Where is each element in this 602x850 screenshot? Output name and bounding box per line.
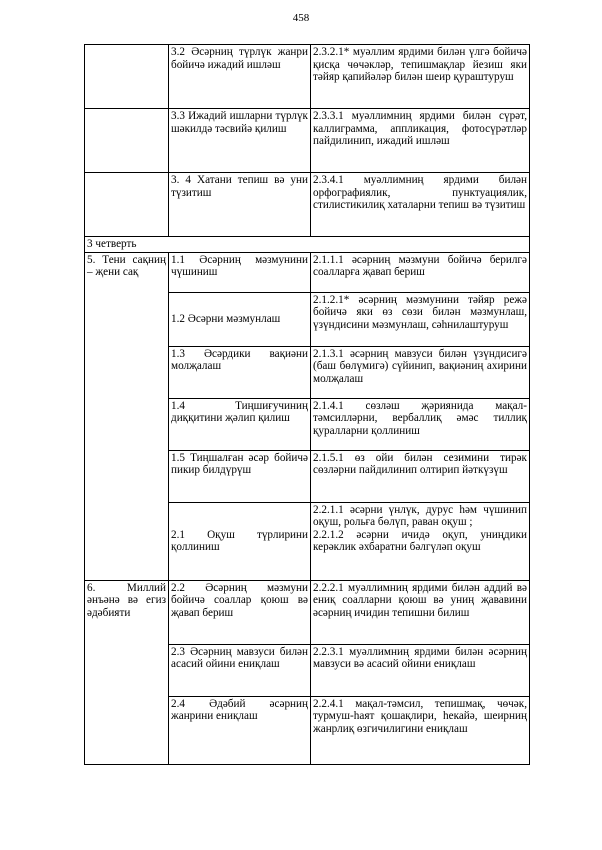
outcome-line: 2.2.1.2 әсәрни ичидә оқуп, униңдики керәклик әхбаратни бәлгүләп оқуш <box>313 528 527 554</box>
table-row <box>85 580 530 644</box>
empty-section-cell <box>85 45 169 109</box>
outcome-cell: 2.3.4.1 муәллимниң ярдими билән орфографиялик, пунктуациялик, стилистикилиқ хаталарни тепиш вә түзитиш <box>311 173 530 237</box>
outcome-cell: 2.1.4.1 сөзләш җәриянида мақал-тәмсилләрни, вербаллиқ әмәс тиллиқ қуралларни қоллиниш <box>311 398 530 450</box>
outcome-cell <box>311 502 530 580</box>
outcome-cell: 2.1.5.1 өз ойи билән сезимини тирәк сөзләрни пайдилинип олтирип йәткүзүш <box>311 450 530 502</box>
outcome-cell: 2.3.2.1* муәллим ярдими билән үлгә бойичә қисқа чөчәкләр, тепишмақлар йезиш яки тәйяр қапийәләр билән шеир қураштуруш <box>311 45 530 109</box>
topic-cell: 1.3 Әсәрдики вақиәни молҗалаш <box>169 346 311 398</box>
outcome-cell: 2.2.4.1 мақал-тәмсил, тепишмақ, чөчәк, турмуш-һаят қошақлири, һекайә, шеирниң жанрлиқ өзгичилигини ениқлаш <box>311 696 530 764</box>
empty-section-cell <box>85 173 169 237</box>
outcome-cell: 2.2.2.1 муәллимниң ярдими билән аддий вә ениқ соалларни қоюш вә униң җававини әсәрниң ичидин тепишни билиш <box>311 580 530 644</box>
topic-cell: 1.5 Тиңшалған әсәр бойичә пикир билдүрүш <box>169 450 311 502</box>
outcome-line: 2.2.1.1 әсәрни үнлүк, дурус һәм чүшинип оқуш, рольға бөлүп, раван оқуш ; <box>313 503 527 529</box>
table-row <box>85 109 530 173</box>
topic-cell: 3.3 Ижадий ишларни түрлүк шәкилдә тәсвийә қилиш <box>169 109 311 173</box>
curriculum-table <box>84 44 530 765</box>
topic-cell: 2.3 Әсәрниң мавзуси билән асасий ойини ениқлаш <box>169 644 311 696</box>
page-number: 458 <box>292 12 310 24</box>
table-row <box>85 252 530 292</box>
outcome-cell: 2.1.3.1 әсәрниң мавзуси билән үзүндисигә (баш бөлүмигә) сүйинип, вақиәниң ахирини молҗалаш <box>311 346 530 398</box>
outcome-cell: 2.2.3.1 муәллимниң ярдими билән әсәрниң мавзуси вә асасий ойини ениқлаш <box>311 644 530 696</box>
topic-cell: 3.2 Әсәрниң түрлүк жанри бойичә ижадий ишләш <box>169 45 311 109</box>
table-row <box>85 173 530 237</box>
outcome-cell: 2.3.3.1 муәллимниң ярдими билән сүрәт, каллиграмма, аппликация, фотосүрәтләр пайдилинип, ижадий ишләш <box>311 109 530 173</box>
outcome-cell: 2.1.1.1 әсәрниң мәзмуни бойичә берилгә соалларға җавап бериш <box>311 252 530 292</box>
section-title-cell: 6. Миллий әнъәнә вә егиз әдәбияти <box>85 580 169 764</box>
section-title-cell: 5. Тени сақниң – җени сақ <box>85 252 169 580</box>
empty-section-cell <box>85 109 169 173</box>
topic-cell: 2.1 Оқуш түрлирини қоллиниш <box>169 502 311 580</box>
topic-cell: 1.1 Әсәрниң мәзмунини чүшиниш <box>169 252 311 292</box>
topic-cell: 1.4 Тиңшиғучиниң диққитини җәлип қилиш <box>169 398 311 450</box>
outcome-cell: 2.1.2.1* әсәрниң мәзмунини тәйяр режә бойичә яки өз сөзи билән мәзмунлаш, үзүндисини мәзмунлаш, сәһнилаштуруш <box>311 292 530 346</box>
quarter-label: 3 четверть <box>85 237 530 253</box>
topic-cell: 2.2 Әсәрниң мәзмуни бойичә соаллар қоюш вә җавап бериш <box>169 580 311 644</box>
topic-cell: 1.2 Әсәрни мәзмунлаш <box>169 292 311 346</box>
table-row <box>85 45 530 109</box>
quarter-row <box>85 237 530 253</box>
topic-cell: 3. 4 Хатани тепиш вә уни түзитиш <box>169 173 311 237</box>
topic-cell: 2.4 Әдәбий әсәрниң жанрини ениқлаш <box>169 696 311 764</box>
